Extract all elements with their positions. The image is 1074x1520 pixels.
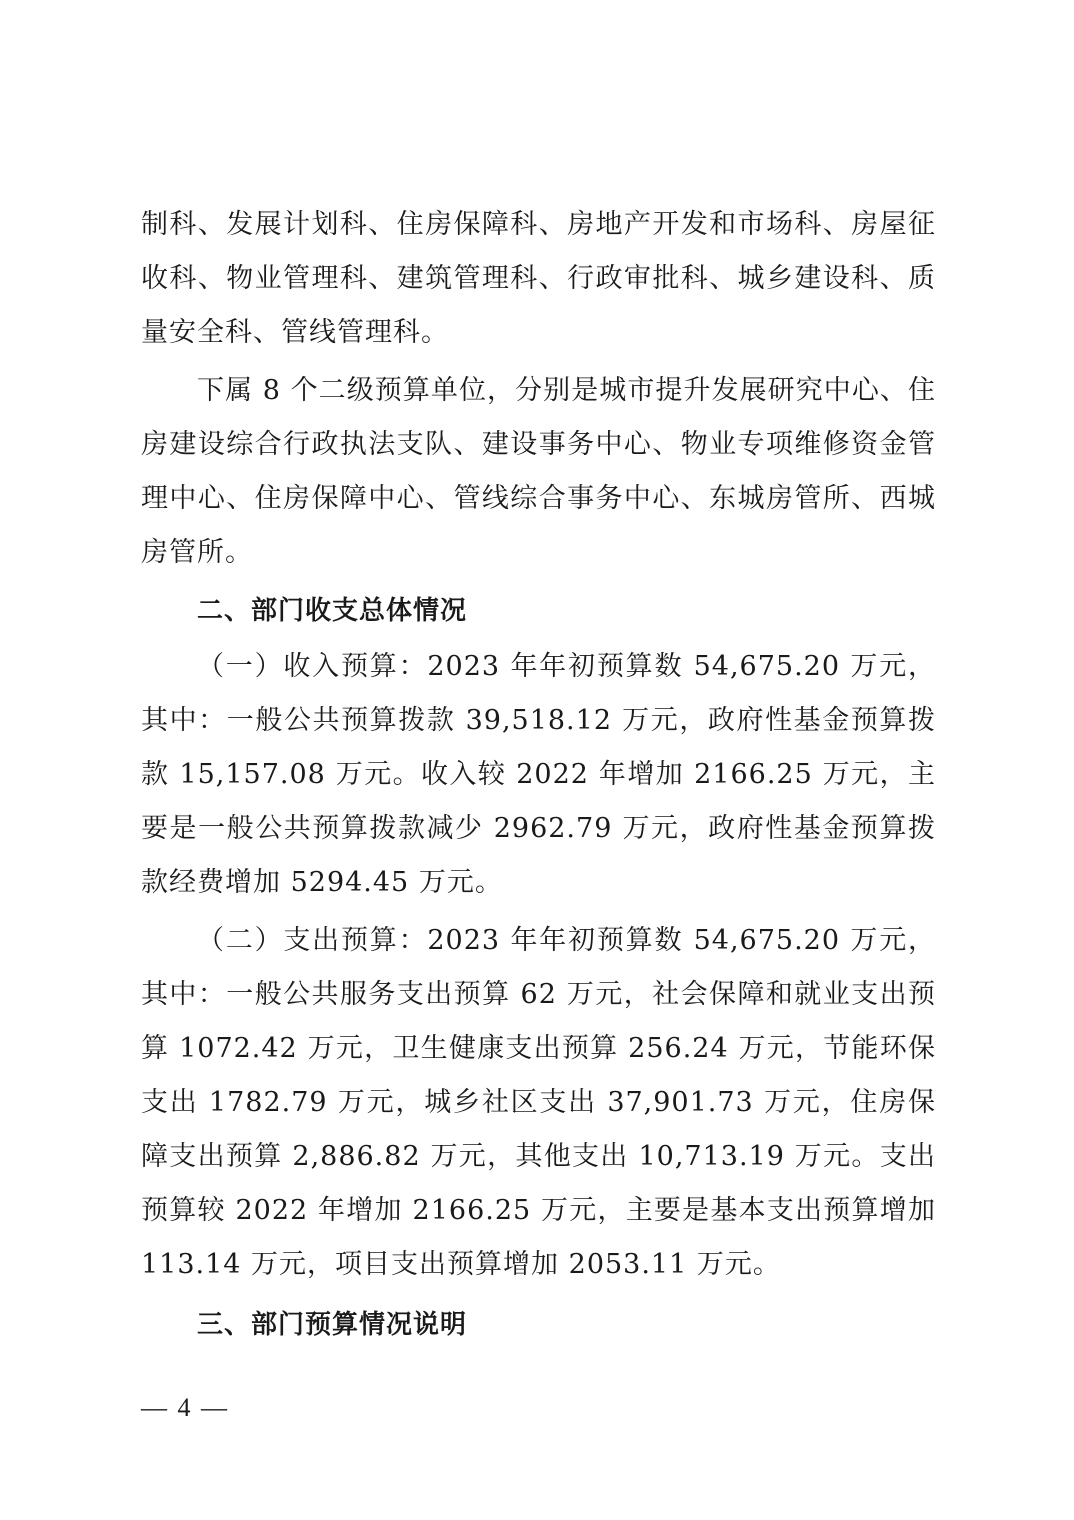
expenditure-budget-paragraph: （二）支出预算：2023 年年初预算数 54,675.20 万元，其中：一般公共服务支出预算 62 万元，社会保障和就业支出预算 1072.42 万元，卫生健康支出预算 256.24 万元，节能环保支出 1782.79 万元，城乡社区支出 37,901.73 万元，住房保障支出预算 2,886.82 万元，其他支出 10,713.19 万元。支出预算较 2022 年增加 2166.25 万元，主要是基本支出预算增加 113.14 万元，项目支出预算增加 2053.11 万元。 [141, 925, 936, 1280]
section-heading-revenue-expenditure: 二、部门收支总体情况 [197, 596, 468, 626]
document-body [141, 198, 936, 1352]
department-list-paragraph: 制科、发展计划科、住房保障科、房地产开发和市场科、房屋征收科、物业管理科、建筑管理科、行政审批科、城乡建设科、质量安全科、管线管理科。 [141, 209, 936, 348]
page-number: — 4 — [141, 1393, 229, 1422]
subordinate-units-paragraph: 下属 8 个二级预算单位，分别是城市提升发展研究中心、住房建设综合行政执法支队、建设事务中心、物业专项维修资金管理中心、住房保障中心、管线综合事务中心、东城房管所、西城房管所。 [141, 375, 936, 568]
income-budget-paragraph: （一）收入预算：2023 年年初预算数 54,675.20 万元，其中：一般公共预算拨款 39,518.12 万元，政府性基金预算拨款 15,157.08 万元。收入较 2022 年增加 2166.25 万元，主要是一般公共预算拨款减少 2962.79 万元，政府性基金预算拨款经费增加 5294.45 万元。 [141, 651, 936, 898]
section-heading-budget-explanation: 三、部门预算情况说明 [197, 1310, 468, 1340]
